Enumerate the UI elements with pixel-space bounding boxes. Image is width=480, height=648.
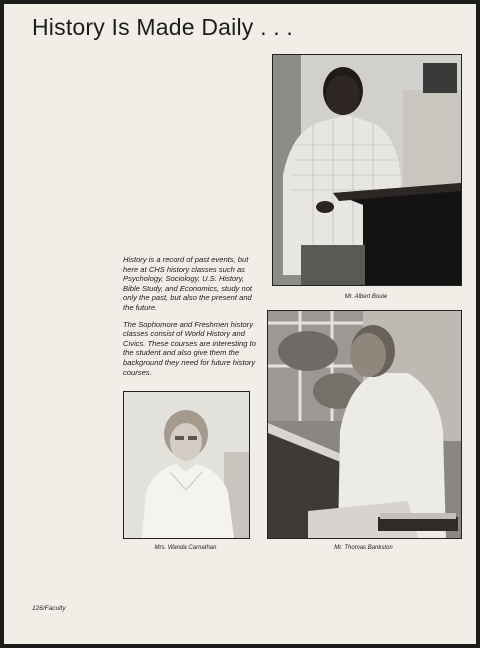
photo-wanda-carnathan [123, 391, 250, 539]
body-text [123, 255, 259, 384]
caption-albert-bouie: Mr. Albert Bouie [344, 294, 388, 300]
body-paragraph-2: The Sophomore and Freshmen history classes consist of World History and Civics. These courses are interesting to the student and also give them the background they need for future history courses. [123, 319, 256, 377]
body-paragraph-1: History is a record of past events, but here at CHS history classes such as Psychology, Sociology, U.S. History, Bible Study, and Economics, study not only the past, but also the present and the future. [123, 255, 253, 312]
photo-thomas-bankston [267, 310, 462, 539]
caption-thomas-bankston: Mr. Thomas Bankston [334, 545, 393, 551]
caption-wanda-carnathan: Mrs. Wanda Carnathan [154, 545, 217, 551]
page-folio: 126/Faculty [32, 605, 66, 612]
photo-albert-bouie [272, 54, 462, 286]
page-title: History Is Made Daily . . . [32, 14, 294, 40]
yearbook-page [4, 4, 476, 644]
